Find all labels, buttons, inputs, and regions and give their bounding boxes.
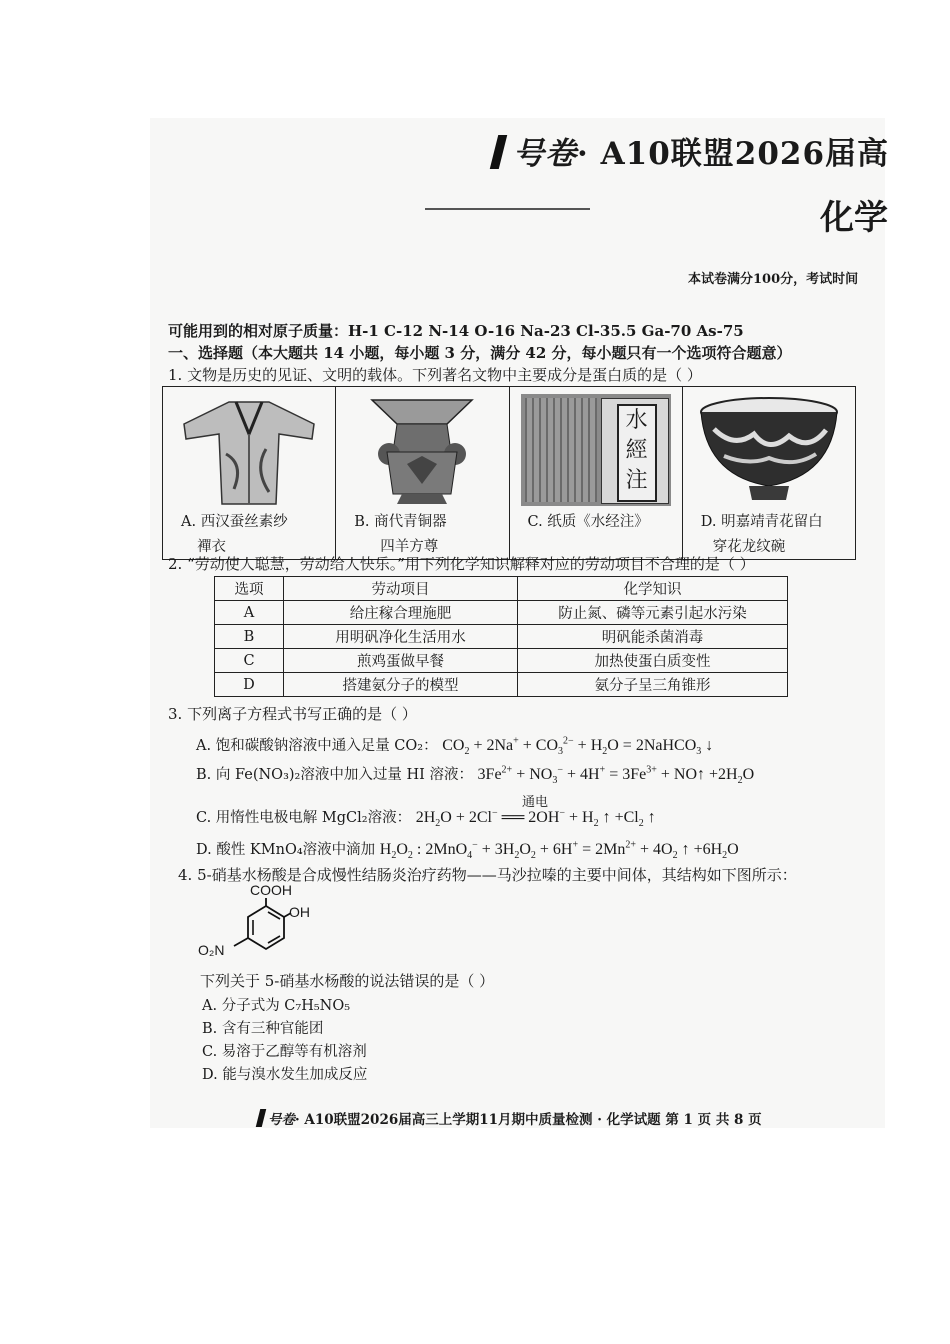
option-b-cell — [336, 387, 509, 560]
row-project: 煎鸡蛋做早餐 — [284, 649, 518, 673]
q3-option-c-text: 用惰性电极电解 MgCl₂溶液： — [215, 810, 412, 826]
option-a-cell — [163, 387, 336, 560]
q3-option-c-equation: $2H_2O + 2Cl^-$ ══ $2OH^- + H_2$ ↑ $+Cl_2$ ↑ — [415, 807, 656, 830]
q3-option-d — [196, 838, 739, 862]
option-b-label-2: 四羊方尊 — [380, 539, 439, 555]
book-image — [516, 391, 676, 509]
q3-option-d-text: 酸性 KMnO₄溶液中滴加 — [216, 842, 376, 858]
q3-option-c-label: C. — [196, 810, 212, 826]
exam-title — [494, 128, 889, 173]
header-labor-project: 劳动项目 — [284, 577, 518, 601]
no2-label: O₂N — [198, 942, 225, 958]
atomic-mass-line: 可能用到的相对原子质量：H-1 C-12 N-14 O-16 Na-23 Cl-35.5 Ga-70 As-75 — [168, 322, 744, 340]
question-4-sub-stem: 下列关于 5-硝基水杨酸的说法错误的是（ ） — [200, 972, 495, 990]
q4-option-d: D. 能与溴水发生加成反应 — [202, 1067, 368, 1083]
question-2-stem: 2. “劳动使人聪慧，劳动给人快乐。”用下列化学知识解释对应的劳动项目不合理的是（ ） — [168, 555, 755, 573]
table-row — [215, 649, 788, 673]
book-title-label: 水經注 — [617, 404, 657, 502]
question-1-options-table — [162, 386, 856, 560]
electrolysis-condition: 通电 — [522, 795, 549, 810]
title-rule — [425, 208, 590, 210]
q3-option-a-equation: $CO_2 + 2Na^+ + CO_3^{2-} + H_2O$ = 2NaHCO$_3$ ↓ — [442, 735, 714, 758]
header-chem-knowledge: 化学知识 — [518, 577, 788, 601]
structure-diagram — [198, 884, 318, 966]
q3-option-d-label: D. — [196, 842, 212, 858]
q3-option-b-label: B. — [196, 767, 212, 783]
q3-option-a-label: A. — [196, 738, 212, 754]
row-project: 用明矾净化生活用水 — [284, 625, 518, 649]
row-knowledge: 氨分子呈三角锥形 — [518, 673, 788, 697]
row-knowledge: 加热使蛋白质变性 — [518, 649, 788, 673]
row-knowledge: 明矾能杀菌消毒 — [518, 625, 788, 649]
option-a-label-2: 襌衣 — [197, 539, 226, 555]
q3-option-d-equation: $H_2O_2$ : $2MnO_4^- + 3H_2O_2 + 6H^+ = 2Mn^{2+} + 4O_2$ ↑ $+6H_2O$ — [379, 839, 739, 862]
question-4-stem: 4. 5-硝基水杨酸是合成慢性结肠炎治疗药物——马沙拉嗪的主要中间体，其结构如下图所示： — [178, 866, 797, 884]
option-a-label: A. 西汉蚕丝素纱 — [181, 514, 288, 530]
table-row — [215, 625, 788, 649]
bronze-zun-image — [342, 391, 502, 509]
q3-option-a — [196, 734, 714, 758]
row-option: D — [215, 673, 284, 697]
oh-label: OH — [289, 904, 310, 920]
title-text: · A10联盟2026届高 — [577, 136, 890, 172]
option-d-label-2: 穿花龙纹碗 — [712, 539, 786, 555]
header-option: 选项 — [215, 577, 284, 601]
q4-option-b: B. 含有三种官能团 — [202, 1021, 324, 1037]
footer-brand: 号卷 — [268, 1112, 295, 1128]
option-d-cell — [682, 387, 855, 560]
porcelain-bowl-image — [689, 391, 849, 509]
q3-option-b — [196, 763, 755, 787]
cooh-label: COOH — [250, 882, 292, 898]
q3-option-b-text: 向 Fe(NO₃)₂溶液中加入过量 HI 溶液： — [215, 767, 473, 783]
q4-option-a: A. 分子式为 C₇H₅NO₅ — [202, 998, 351, 1014]
question-2-table — [214, 576, 788, 697]
q3-option-b-equation: $3Fe^{2+} + NO_3^- + 4H^+ = 3Fe^{3+}$ + NO↑ $+2H_2O$ — [477, 764, 755, 787]
option-c-label: C. 纸质《水经注》 — [527, 514, 649, 530]
footer-text: · A10联盟2026届高三上学期11月期中质量检测 · 化学试题 第 1 页 共 8 页 — [295, 1112, 762, 1128]
row-project: 给庄稼合理施肥 — [284, 601, 518, 625]
option-d-label: D. 明嘉靖青花留白 — [700, 514, 823, 530]
row-knowledge: 防止氮、磷等元素引起水污染 — [518, 601, 788, 625]
section-heading: 一、选择题（本大题共 14 小题，每小题 3 分，满分 42 分，每小题只有一个选项符合题意） — [168, 344, 792, 362]
exam-note: 本试卷满分100分，考试时间 — [688, 272, 859, 287]
page-footer — [258, 1108, 762, 1128]
option-c-cell — [509, 387, 682, 560]
footer-brand-mark — [256, 1109, 266, 1127]
table-row — [215, 673, 788, 697]
title-brand: 号卷 — [513, 136, 577, 172]
row-option: C — [215, 649, 284, 673]
table-row — [215, 601, 788, 625]
q3-option-c — [196, 806, 656, 830]
silk-robe-image — [169, 391, 329, 509]
row-project: 搭建氨分子的模型 — [284, 673, 518, 697]
option-b-label: B. 商代青铜器 — [354, 514, 447, 530]
row-option: B — [215, 625, 284, 649]
question-1-stem: 1. 文物是历史的见证、文明的载体。下列著名文物中主要成分是蛋白质的是（ ） — [168, 366, 702, 384]
row-option: A — [215, 601, 284, 625]
subject-title: 化学 — [820, 198, 888, 238]
question-3-stem: 3. 下列离子方程式书写正确的是（ ） — [168, 705, 417, 723]
q3-option-a-text: 饱和碳酸钠溶液中通入足量 CO₂： — [215, 738, 438, 754]
q4-option-c: C. 易溶于乙醇等有机溶剂 — [202, 1044, 367, 1060]
